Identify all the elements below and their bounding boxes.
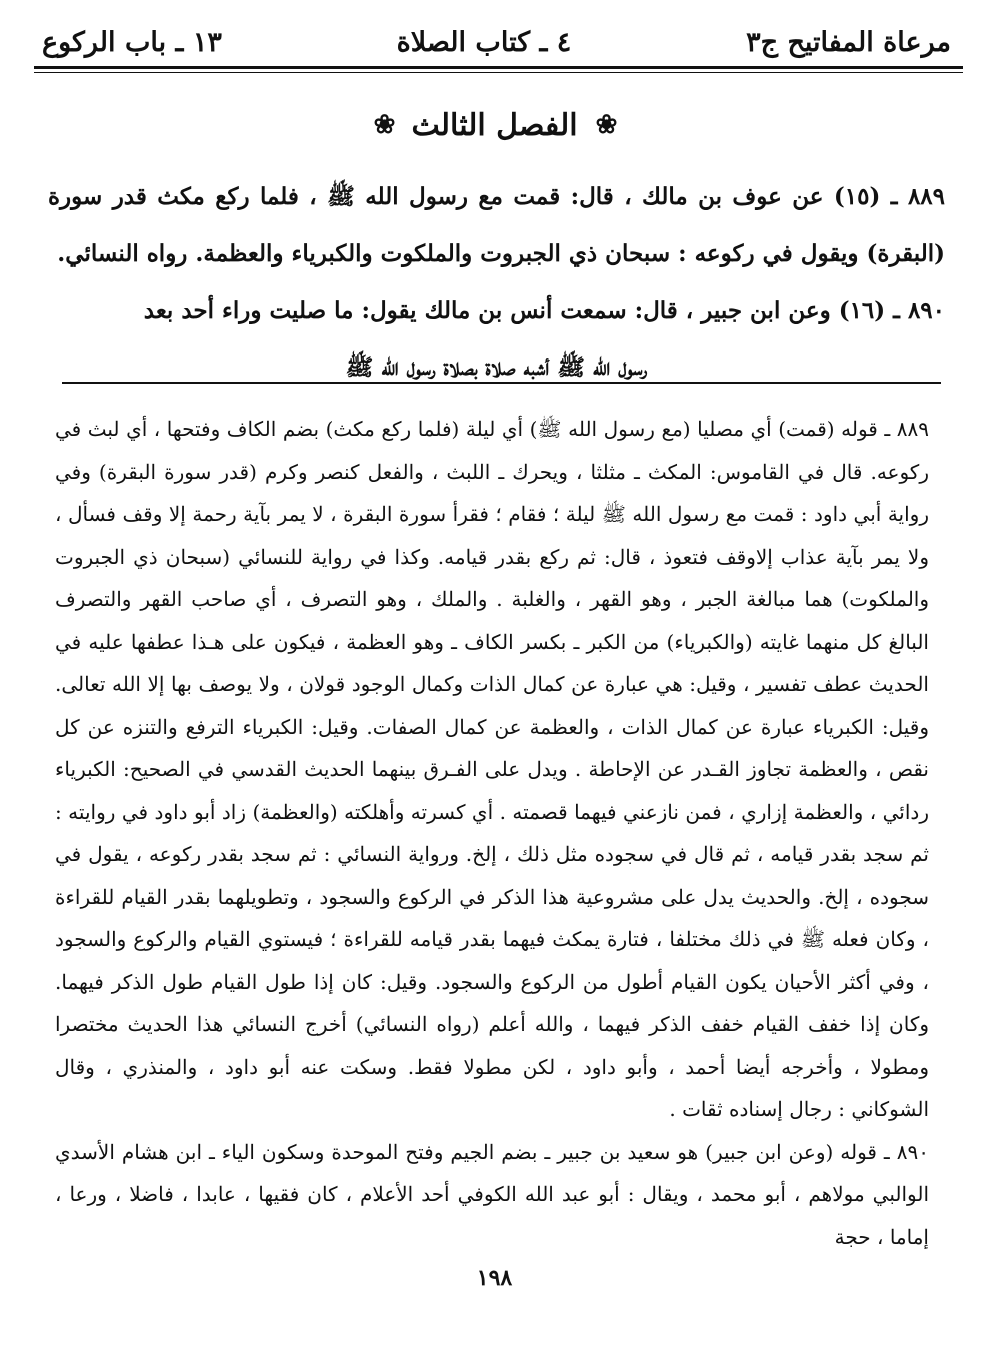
ornament-right-icon: ❀ [595,110,616,140]
hadith-889: ٨٨٩ ـ (١٥) عن عوف بن مالك ، قال: قمت مع رسول الله ﷺ ، فلما ركع مكث قدر سورة (البقرة) ويقول في ركوعه : سبحان ذي الجبروت والملكوت والكبرياء والعظمة. رواه النسائي. [48,183,945,267]
commentary-890: ٨٩٠ ـ قوله (وعن ابن جبير) هو سعيد بن جبير ـ بضم الجيم وفتح الموحدة وسكون الياء ـ ابن هشام الأسدي الوالبي مولاهم ، أبو محمد ، ويقال : أبو عبد الله الكوفي أحد الأعلام ، كان فقيها ، عابدا ، فاضلا ، ورعا ، إماما ، حجة [55,1139,929,1249]
section-title: الفصل الثالث [411,107,578,143]
header-section: ١٣ ـ باب الركوع [42,26,222,58]
ornament-left-icon: ❀ [373,110,394,140]
commentary-889: ٨٨٩ ـ قوله (قمت) أي مصليا (مع رسول الله ﷺ) أي ليلة (فلما ركع مكث) بضم الكاف وفتحها ، أي لبث في ركوعه. قال في القاموس: المكث ـ مثلثا ، ويحرك ـ اللبث ، والفعل كنصر وكرم (قدر سورة البقرة) وفي رواية أبي داود : قمت مع رسول الله ﷺ ليلة ؛ فقام ؛ فقرأ سورة البقرة ، لا يمر بآية رحمة إلا وقف فسأل ، ولا يمر بآية عذاب إلاوقف فتعوذ ، قال: ثم ركع بقدر قيامه. وكذا في رواية للنسائي (سبحان ذي الجبروت والملكوت) هما مبالغة الجبر ، وهو القهر ، والغلبة . والملك ، وهو التصرف ، أي صاحب القهر والتصرف البالغ كل منهما غايته (والكبرياء) من الكبر ـ بكسر الكاف ـ وهو العظمة ، فيكون على هـذا عطفها عليه في الحديث عطف تفسير ، وقيل: هي عبارة عن كمال الذات وكمال الوجود قولان ، ولا يوصف بها إلا الله تعالى. وقيل: الكبرياء عبارة عن كمال الذات ، والعظمة عن كمال الصفات. وقيل: الكبرياء الترفع والتنزه عن كل نقص ، والعظمة تجاوز القـدر عن الإحاطة . ويدل على الفـرق بينهما الحديث القدسي في الصحيح: الكبرياء ردائي ، والعظمة إزاري ، فمن نازعني فيهما قصمته . أي كسرته وأهلكته (والعظمة) زاد أبو داود في روايته : ثم سجد بقدر قيامه ، ثم قال في سجوده مثل ذلك ، إلخ. ورواية النسائي : ثم سجد بقدر ركوعه ، يقول في سجوده ، إلخ. والحديث يدل على مشروعية هذا الذكر في الركوع والسجود ، وتطويلهما بقدر القيام للقراءة ، وكان فعله ﷺ في ذلك مختلفا ، فتارة يمكث فيهما بقدر قيامه للقراءة ؛ فيستوي القيام والركوع والسجود ، وفي أكثر الأحيان يكون القيام أطول من الركوع والسجود. وقيل: كان إذا طول القيام طول الذكر فيهما. وكان إذا خفف القيام خفف الذكر فيهما ، والله أعلم (رواه النسائي) أخرج النسائي هذا الحديث مختصرا ومطولا ، وأخرجه أيضا أحمد ، وأبو داود ، لكن مطولا فقط. وسكت عنه أبو داود ، والمنذري ، وقال الشوكاني : رجال إسناده ثقات . [55,417,930,1121]
header-chapter: ٤ ـ كتاب الصلاة [396,26,572,58]
header-rule-thick [34,66,963,69]
header-book-title: مرعاة المفاتيح ج٣ [746,26,951,58]
header-rule-thin [34,72,963,73]
commentary [55,408,929,1258]
hadith-890: ٨٩٠ ـ (١٦) وعن ابن جبير ، قال: سمعت أنس بن مالك يقول: ما صليت وراء أحد بعد [143,297,945,324]
text-commentary-divider [62,382,941,384]
hadith-890-end: رسول الله ﷺ أشبه صلاة بصلاة رسول الله ﷺ [345,354,648,381]
page-number: ١٩٨ [476,1265,513,1291]
section-heading [0,100,989,150]
hadith-text [48,168,945,396]
running-header [42,18,951,66]
